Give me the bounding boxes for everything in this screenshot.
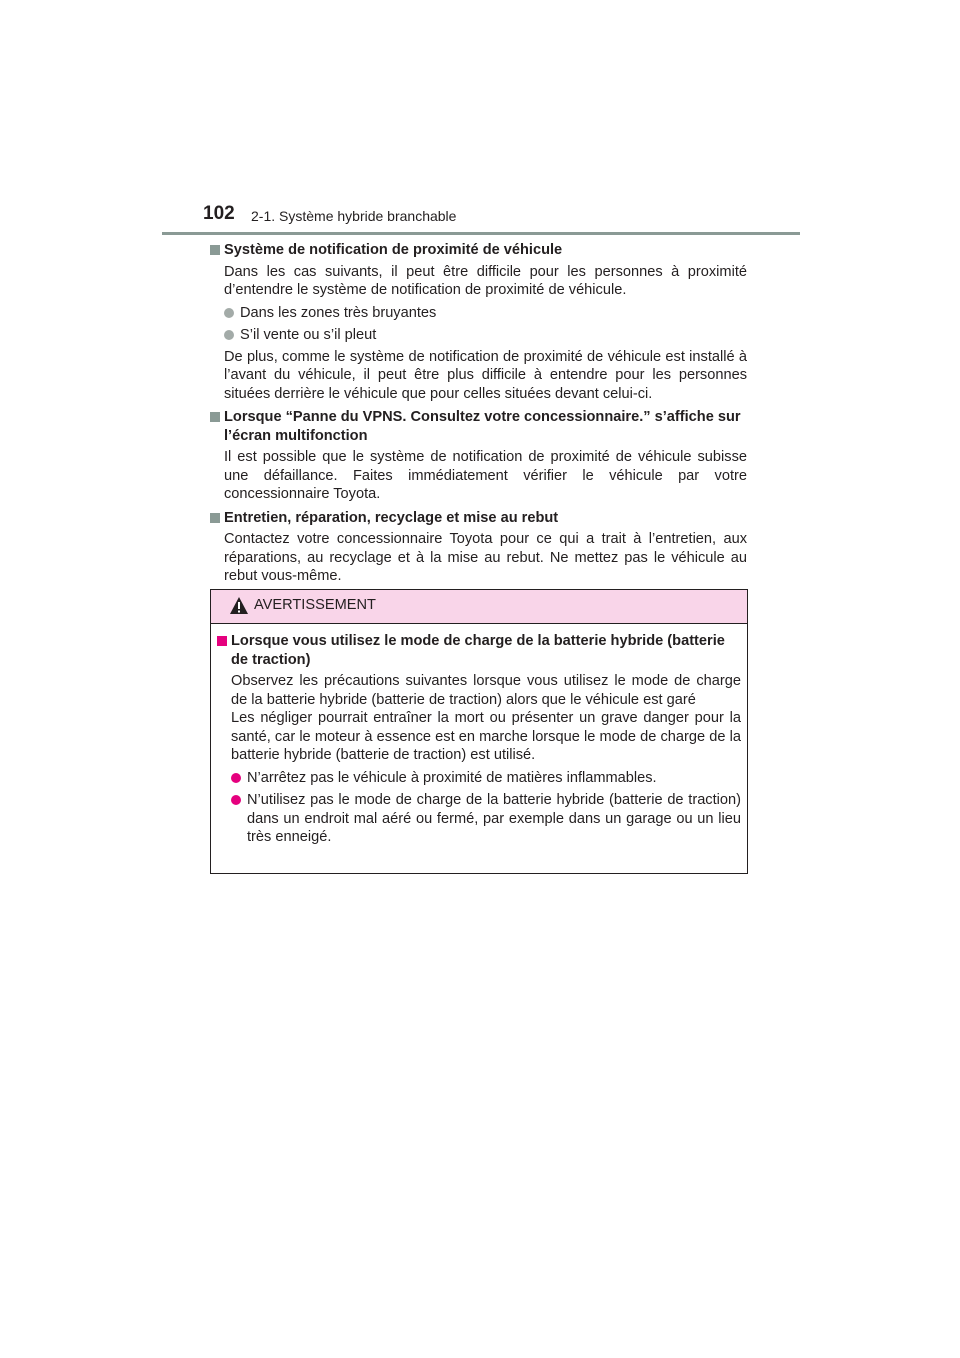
square-bullet-icon — [210, 513, 220, 523]
warning-body — [211, 624, 747, 847]
circle-bullet-icon — [231, 795, 241, 805]
list-item: S’il vente ou s’il pleut — [210, 326, 747, 345]
main-content — [210, 241, 747, 586]
warning-paragraph: Observez les précautions suivantes lorsque vous utilisez le mode de charge de la batterie hybride (batterie de traction) alors que le véhicule est garé — [231, 673, 741, 708]
warning-header — [211, 590, 747, 624]
list-item: N’arrêtez pas le véhicule à proximité de matières inflammables. — [217, 769, 741, 788]
section-heading: Système de notification de proximité de véhicule — [210, 241, 747, 260]
square-bullet-icon — [210, 245, 220, 255]
circle-bullet-icon — [224, 330, 234, 340]
warning-label: AVERTISSEMENT — [254, 597, 376, 613]
section-heading: Entretien, réparation, recyclage et mise au rebut — [210, 509, 747, 528]
circle-bullet-icon — [224, 308, 234, 318]
warning-box — [210, 589, 748, 874]
warning-triangle-icon — [229, 596, 249, 615]
section-heading: Lorsque “Panne du VPNS. Consultez votre concessionnaire.” s’affiche sur l’écran multifonction — [210, 408, 747, 445]
list-item: N’utilisez pas le mode de charge de la batterie hybride (batterie de traction) dans un endroit mal aéré ou fermé, par exemple dans un garage ou un lieu très enneigé. — [217, 791, 741, 847]
warning-heading: Lorsque vous utilisez le mode de charge de la batterie hybride (batterie de traction) — [217, 632, 741, 669]
square-bullet-icon — [210, 412, 220, 422]
section-paragraph: Contactez votre concessionnaire Toyota pour ce qui a trait à l’entretien, aux réparations, au recyclage et à la mise au rebut. Ne mettez pas le véhicule au rebut vous-même. — [224, 531, 747, 584]
circle-bullet-icon — [231, 773, 241, 783]
header-divider — [162, 232, 800, 235]
section-title: 2-1. Système hybride branchable — [251, 208, 457, 224]
section-paragraph: Dans les cas suivants, il peut être difficile pour les personnes à proximité d’entendre le système de notification de proximité de véhicule. — [224, 263, 747, 298]
section-paragraph: De plus, comme le système de notification de proximité de véhicule est installé à l’avant du véhicule, il peut être plus difficile à entendre pour les personnes situées derrière le véhicule que pour celles situées devant celui-ci. — [224, 348, 747, 402]
list-item: Dans les zones très bruyantes — [210, 304, 747, 323]
square-bullet-icon — [217, 636, 227, 646]
warning-paragraph: Les négliger pourrait entraîner la mort ou présenter un grave danger pour la santé, car le moteur à essence est en marche lorsque le mode de charge de la batterie hybride (batterie de traction) est utilisé. — [231, 710, 741, 763]
page-header — [0, 0, 960, 240]
section-paragraph: Il est possible que le système de notification de proximité de véhicule subisse une défaillance. Faites immédiatement vérifier le véhicule par votre concessionnaire Toyota. — [224, 449, 747, 502]
page-number: 102 — [203, 203, 235, 224]
